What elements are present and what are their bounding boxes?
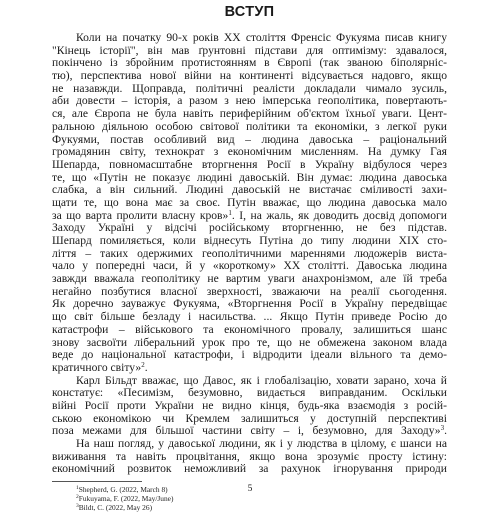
text-line: ською економікою чи Кремлем залишиться у доступній перспективі <box>52 411 447 425</box>
text-line: тю), перспектива нової війни на континенті відсувається надовго, якщо <box>52 69 447 83</box>
text-line: Шепард помиляється, коли віднесуть Путіна до типу людини XIX сто- <box>52 234 447 247</box>
text-line: Шепарда, повномасштабне вторгнення Росії в Україну відбулося через <box>52 157 447 171</box>
footnote-text: Shepherd, G. (2022, March 8) <box>78 485 168 495</box>
text-line: знову засвоїти ліберальний урок про те, що не обмежена законом влада <box>52 335 447 349</box>
footnote-reference[interactable]: 2 <box>141 360 145 369</box>
text-line: що світ більше безладу і насильства. ... Якщо Путін приведе Росію до <box>52 310 447 324</box>
text-line: ся, але Європа не була навіть периферійним об'єктом їхньої уваги. Цент- <box>52 107 447 121</box>
footnote-reference[interactable]: 3 <box>440 424 445 433</box>
page-number: 5 <box>247 484 253 494</box>
text-line: констатує: «Песимізм, безумовно, видається виправданим. Оскільки <box>52 386 447 400</box>
text-line: аби довести – історія, а разом з нею імперська геополітика, повертають- <box>52 94 447 108</box>
footnote-number: 1 <box>76 485 79 492</box>
text-line: завжди вважала геополітику не вартим уваги анахронізмом, але їй треба <box>52 272 447 286</box>
text-line: веде до національної катастрофи, і відродити ідеали вільного та демо- <box>52 348 447 362</box>
text-line: Карл Більдт вважає, що Давос, як і глобалізацію, ховати зарано, хоча й <box>76 373 447 387</box>
text-line: Як доречно зауважує Фукуяма, «Вторгнення Росії в Україну передвіщає <box>52 297 447 311</box>
footnote-number: 2 <box>76 494 79 501</box>
footnote <box>52 494 447 503</box>
text-line: поза межами для більшої частини світу – і, безумовно, для Заходу»$^3$. <box>52 424 447 438</box>
text-line: катастрофи – військового та економічного провалу, залишиться шанс <box>52 322 447 336</box>
text-line: Фукуями, постав особливий вид – людина давоська – раціональний <box>52 132 447 146</box>
text-line: щати те, що вона має за своє. Путін вважає, що людина давоська мало <box>52 195 447 209</box>
text-line: виживання та навіть процвітання, якщо вона зрозуміє просту істину: <box>52 449 447 463</box>
text-line: покінчено із збройним протистоянням в Європі (так званою біполярніс- <box>52 56 447 70</box>
text-line: ліття – таких одержимих геополітичними мареннями людожерів виста- <box>52 246 447 260</box>
text-line: війні Росії проти України не видно кінця, будь-яка взаємодія з росій- <box>52 398 447 412</box>
text-line: не назавжди. Щоправда, політичні реалісти докладали чимало зусиль, <box>52 81 447 95</box>
text-line: за що варта пролити власну кров»$^1$. І, на жаль, як доводить досвід допомоги <box>52 208 448 222</box>
text-line: слабка, а він сильний. Людині давоській не вистачає сміливості захи- <box>52 183 447 197</box>
text-line: На наш погляд, у давоської людини, як і у людства в цілому, є шанси на <box>76 437 447 450</box>
footnote-text: Fukuyama, F. (2022, May/June) <box>78 494 174 504</box>
text-line: Коли на початку 90-х років XX століття Френсіс Фукуяма писав книгу <box>76 31 447 44</box>
text-line: чало у попередні часи, й у «короткому» XX столітті. Давоська людина <box>52 259 447 273</box>
text-line: економічний розвиток неможливий за рахунок ігнорування природи <box>52 462 447 476</box>
text-line: негайно позбутися власної зверхності, зважаючи на реалії сьогодення. <box>52 284 447 298</box>
footnote <box>52 503 447 512</box>
text-line: те, що «Путін не показує людині давоській. Він думає: людина давоська <box>52 170 447 184</box>
footnote-separator <box>52 481 142 482</box>
text-line: Заходу Україні у відсічі російському вторгненню, не без підстав. <box>52 221 447 235</box>
text-line: кратичного світу»$^2$. <box>52 360 148 374</box>
text-line: громадянин світу, технократ з економічним мисленням. На думку Гая <box>52 145 447 159</box>
text-line: "Кінець історії", він мав ґрунтовні підстави для оптимізму: здавалося, <box>52 43 447 57</box>
footnote-number: 3 <box>76 503 79 510</box>
text-line: ральною діяльною особою світової політики та економіки, з легкої руки <box>52 119 447 133</box>
body-text <box>52 32 447 476</box>
footnote-text: Bildt, C. (2022, May 26) <box>78 503 153 513</box>
footnote-reference[interactable]: 1 <box>228 208 232 217</box>
page-title: ВСТУП <box>224 4 275 20</box>
